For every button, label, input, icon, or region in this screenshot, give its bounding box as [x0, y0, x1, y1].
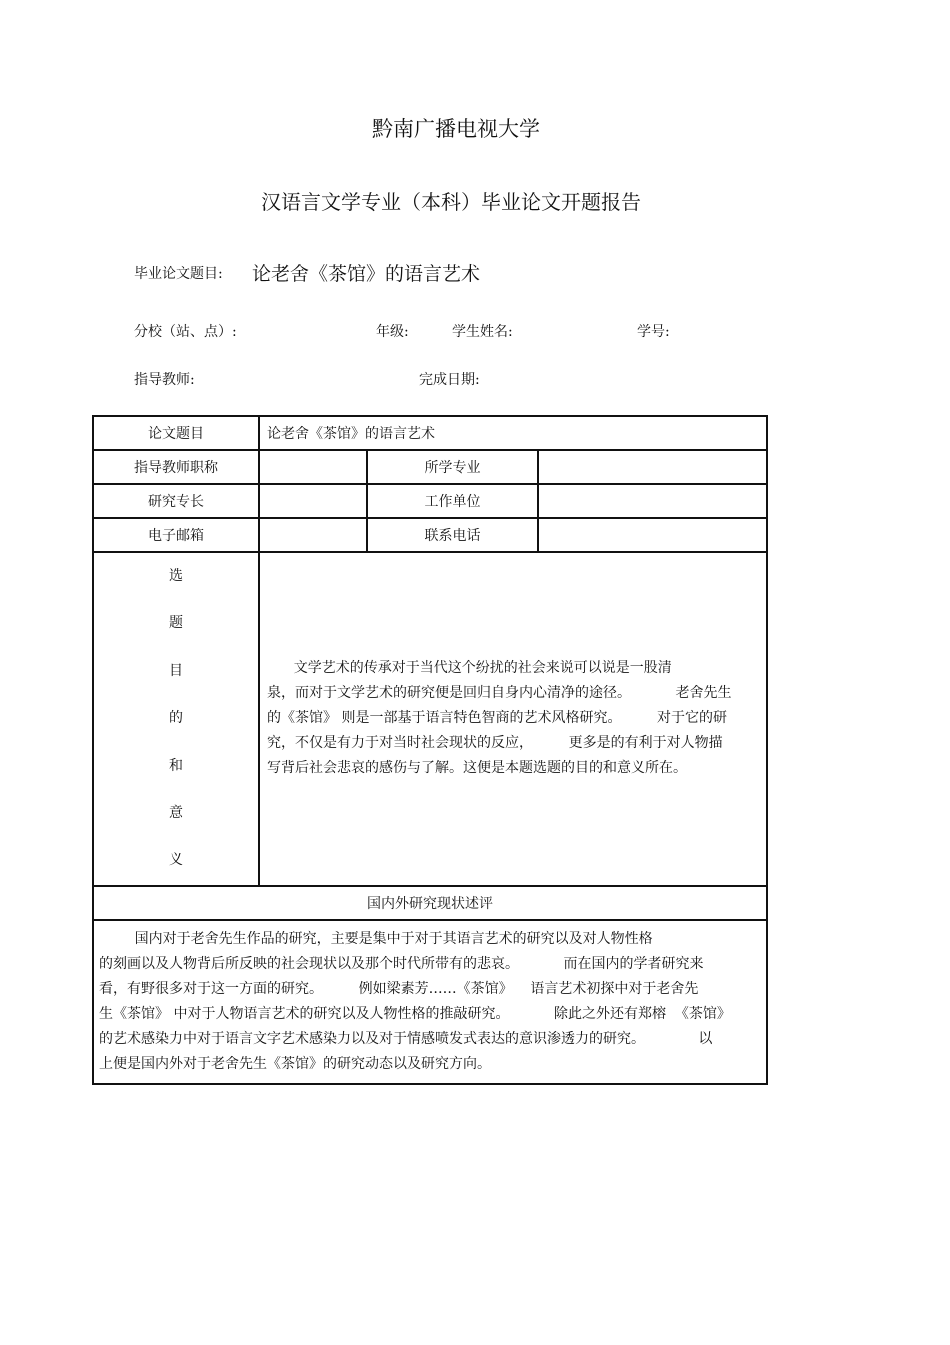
major-value: [538, 450, 767, 484]
specialty-label: 研究专长: [93, 484, 259, 518]
purpose-label-char: 和: [169, 757, 183, 774]
student-id-label: 学号:: [637, 324, 670, 340]
proposal-table: [92, 415, 768, 1085]
advisor-title-label: 指导教师职称: [93, 450, 259, 484]
review-line: 上便是国内外对于老舍先生《茶馆》的研究动态以及研究方向。: [99, 1055, 491, 1072]
topic-label: 论文题目: [93, 416, 259, 450]
thesis-topic-value: 论老舍《茶馆》的语言艺术: [252, 263, 481, 285]
purpose-line: 的《茶馆》 则是一部基于语言特色智商的艺术风格研究。 对于它的研: [267, 710, 728, 727]
phone-label: 联系电话: [367, 518, 538, 552]
purpose-label-char: 选: [169, 568, 183, 584]
purpose-label: [93, 552, 259, 886]
university-title: 黔南广播电视大学: [372, 117, 540, 141]
purpose-label-char: 题: [169, 615, 183, 632]
email-value: [259, 518, 367, 552]
review-header: 国内外研究现状述评: [93, 886, 767, 920]
work-unit-value: [538, 484, 767, 518]
purpose-row: [93, 552, 767, 886]
review-row: [93, 920, 767, 1084]
thesis-topic-label: 毕业论文题目:: [134, 266, 223, 282]
review-line: 看，有野很多对于这一方面的研究。 例如梁素芳……《茶馆》 语言艺术初探中对于老舍先: [99, 980, 699, 997]
advisor-label: 指导教师:: [134, 372, 195, 388]
completion-date-label: 完成日期:: [419, 372, 480, 388]
email-label: 电子邮箱: [93, 518, 259, 552]
branch-label: 分校（站、点）:: [134, 324, 237, 340]
review-header-row: [93, 886, 767, 920]
purpose-line: 泉，而对于文学艺术的研究便是回归自身内心清净的途径。 老舍先生: [267, 685, 732, 702]
specialty-row: [93, 484, 767, 518]
purpose-line: 究，不仅是有力于对当时社会现状的反应， 更多是的有利于对人物描: [267, 735, 723, 752]
phone-value: [538, 518, 767, 552]
topic-value: 论老舍《茶馆》的语言艺术: [259, 416, 767, 450]
grade-label: 年级:: [376, 324, 409, 340]
advisor-title-value: [259, 450, 367, 484]
report-title: 汉语言文学专业（本科）毕业论文开题报告: [261, 190, 641, 214]
specialty-value: [259, 484, 367, 518]
major-label: 所学专业: [367, 450, 538, 484]
advisor-title-row: [93, 450, 767, 484]
purpose-label-char: 意: [169, 804, 183, 821]
purpose-line: 文学艺术的传承对于当代这个纷扰的社会来说可以说是一股清: [267, 660, 672, 677]
review-text: [93, 920, 767, 1084]
review-line: 的艺术感染力中对于语言文字艺术感染力以及对于情感喷发式表达的意识渗透力的研究。 以: [99, 1030, 713, 1047]
purpose-label-char: 义: [169, 852, 183, 869]
student-name-label: 学生姓名:: [452, 324, 513, 340]
contact-row: [93, 518, 767, 552]
purpose-text: [259, 552, 767, 886]
review-line: 生《茶馆》 中对于人物语言艺术的研究以及人物性格的推敲研究。 除此之外还有郑榕 《茶馆》: [99, 1005, 731, 1022]
work-unit-label: 工作单位: [367, 484, 538, 518]
purpose-line: 写背后社会悲哀的感伤与了解。这便是本题选题的目的和意义所在。: [267, 760, 687, 777]
topic-row: [93, 416, 767, 450]
purpose-label-char: 目: [169, 662, 183, 679]
review-line: 国内对于老舍先生作品的研究，主要是集中于对于其语言艺术的研究以及对人物性格: [99, 930, 653, 947]
review-line: 的刻画以及人物背后所反映的社会现状以及那个时代所带有的悲哀。 而在国内的学者研究来: [99, 955, 704, 972]
purpose-label-char: 的: [169, 710, 183, 727]
